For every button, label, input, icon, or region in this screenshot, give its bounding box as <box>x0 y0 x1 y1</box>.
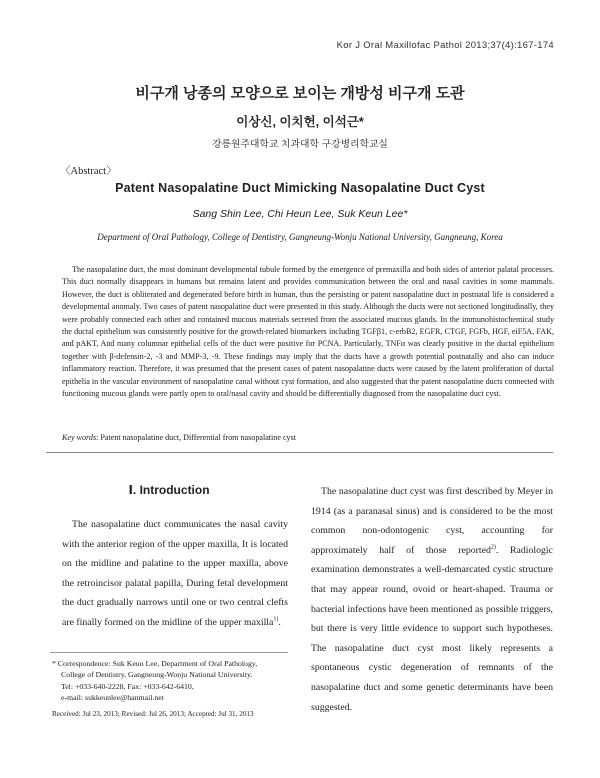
section-divider <box>46 452 553 453</box>
footnote-divider <box>50 652 288 653</box>
english-title: Patent Nasopalatine Duct Mimicking Nasopalatine Duct Cyst <box>115 181 485 195</box>
keywords-label: Key words <box>62 433 97 442</box>
reference-marker: 1) <box>273 616 279 623</box>
footnote-line-3: Tel: +033-640-2228, Fax: +033-642-6410, <box>61 681 194 691</box>
korean-title: 비구개 낭종의 모양으로 보이는 개방성 비구개 도관 <box>135 85 465 102</box>
received-dates: Received: Jul 23, 2013; Revised: Jul 26, 2013; Accepted: Jul 31, 2013 <box>52 710 254 718</box>
section-heading: Ⅰ. Introduction <box>128 483 210 497</box>
footnote-line-4: e-mail: sukkeunlee@hanmail.net <box>61 692 164 702</box>
footnote-line-2: College of Dentistry, Gangneung-Wonju National University. <box>61 670 253 680</box>
intro-right-column <box>311 482 553 717</box>
keywords <box>62 433 296 442</box>
intro-right-part1: The nasopalatine duct cyst was first described by Meyer in 1914 (as a paranasal sinus) and is considered to be the most common non-odontogenic cyst, accounting for approximately half of those reported <box>311 486 553 556</box>
reference-marker: 2) <box>490 544 496 551</box>
intro-left-end: . <box>278 616 281 628</box>
intro-left-column <box>62 515 288 633</box>
korean-affiliation: 강릉원주대학교 치과대학 구강병리학교실 <box>212 139 388 150</box>
footnote-line-1: * Correspondence: Suk Keun Lee, Department of Oral Pathology, <box>52 659 258 668</box>
keywords-text: : Patent nasopalatine duct, Differential from nasopalatine cyst <box>96 433 296 442</box>
english-affiliation: Department of Oral Pathology, College of Dentistry, Gangneung-Wonju National University, Gangneung, Korea <box>97 232 503 242</box>
abstract-label: 〈Abstract〉 <box>60 166 117 177</box>
abstract-body: The nasopalatine duct, the most dominant developmental tubule formed by the emergence of premaxilla and both sides of anterior palatal processes. This duct normally disappears in humans but remains latent and provides communication between the oral and nasal cavities in some mammals. However, the duct is obliterated and degenerated before birth in human, thus the persisting or patent nasopalatine duct in postnatal life is considered a developmental anomaly. Two cases of patent nasopalatine duct were presented in this study. Although the ducts were not sectioned longitudinally, they were probably connected each other and contained mucous materials secreted from the associated mucous glands. In the immunohistochemical study the ductal epithelium was consistently positive for the growth-related biomarkers including TGFβ1, c-erbB2, EGFR, CTGF, FGFb, HGF, eiF5A, FAK, and pAKT, And many columnar epithelial cells of the duct were positive for PCNA. Particularly, TNFα was clearly positive in the ductal epithelium together with β-defensin-2, -3 and MMP-3, -9. These findings may imply that the ducts have a growth potential postnatally and also can induce inflammatory reaction. Therefore, it was presumed that the present cases of patent nasopalatine ducts were caused by the latent proliferation of ductal epithelia in the vascular environment of nasopalatine canal without cyst formation, and also suggested that the patent nasopalatine ducts connected with functioning mucous glands were partly open to oral/nasal cavity and should be differentially diagnosed from the nasopalatine duct cyst. <box>62 265 554 399</box>
korean-authors: 이상신, 이치헌, 이석근* <box>236 115 364 129</box>
running-head: Kor J Oral Maxillofac Pathol 2013;37(4):167-174 <box>336 40 554 51</box>
intro-right-part2: . Radiologic examination demonstrates a well-demarcated cystic structure that may appear round, ovoid or heart-shaped. Trauma or bacterial infections have been mentioned as possible triggers, but there is very little evidence to support such hypotheses. The nasopalatine duct cyst most likely represents a spontaneous cystic degeneration of remnants of the nasopalatine duct and some genetic determinants have been suggested. <box>311 544 553 713</box>
english-authors: Sang Shin Lee, Chi Heun Lee, Suk Keun Lee* <box>192 208 408 220</box>
correspondence-footnote <box>52 658 292 703</box>
intro-left-text: The nasopalatine duct communicates the nasal cavity with the anterior region of the upper maxilla, It is located on the midline and palatine to the upper maxilla, above the retroincisor palatal papilla, During fetal development the duct gradually narrows until one or two central clefts are finally formed on the midline of the upper maxilla <box>62 519 288 628</box>
